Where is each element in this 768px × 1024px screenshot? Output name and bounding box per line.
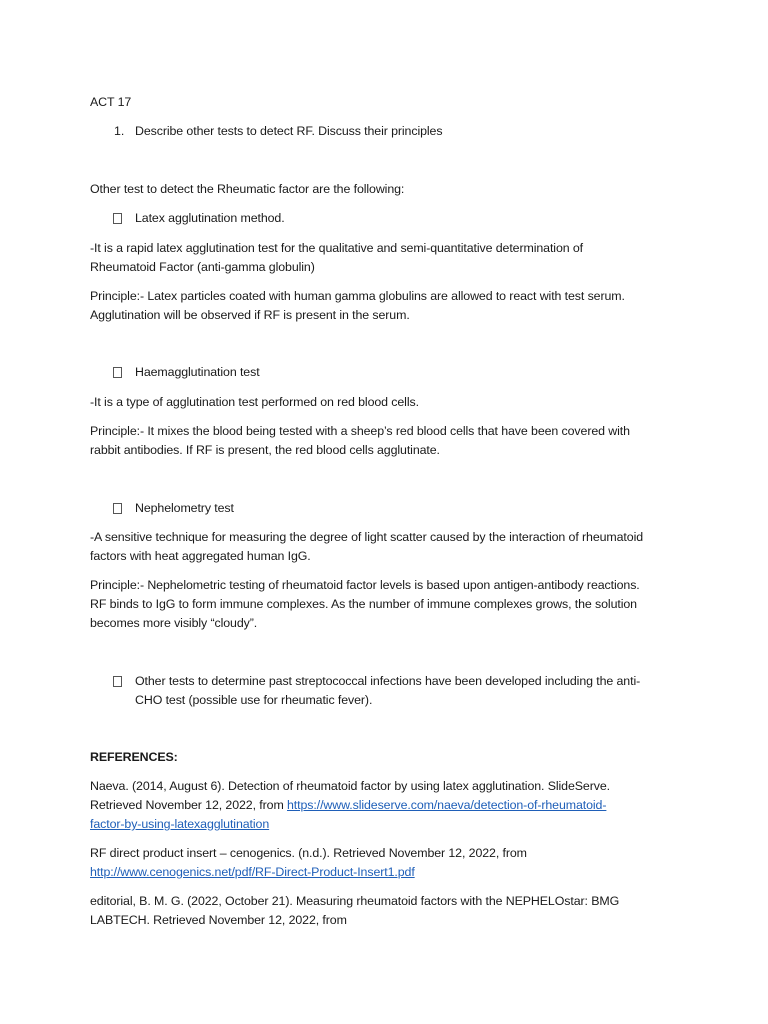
test-principle: becomes more visibly “cloudy”. (90, 616, 258, 630)
test-heading-haemagglutination: Haemagglutination test (135, 365, 260, 379)
square-bullet-icon (113, 213, 122, 224)
intro-text: Other test to detect the Rheumatic factor are the following: (90, 182, 405, 196)
other-tests-text: CHO test (possible use for rheumatic fever). (135, 693, 373, 707)
test-description: Rheumatoid Factor (anti-gamma globulin) (90, 260, 315, 274)
references-heading: REFERENCES: (90, 750, 178, 764)
test-principle: Principle:- Nephelometric testing of rheumatoid factor levels is based upon antigen-antibody reactions. (90, 578, 640, 592)
reference-1-line (90, 796, 606, 815)
act-title: ACT 17 (90, 95, 132, 109)
reference-1-line: Naeva. (2014, August 6). Detection of rheumatoid factor by using latex agglutination. SlideServe. (90, 779, 610, 793)
reference-1-link[interactable]: https://www.slideserve.com/naeva/detection-of-rheumatoid- (287, 798, 607, 812)
question-number: 1. (114, 124, 125, 138)
other-tests-text: Other tests to determine past streptococcal infections have been developed including the anti- (135, 674, 641, 688)
test-principle: Agglutination will be observed if RF is present in the serum. (90, 308, 410, 322)
test-description: factors with heat aggregated human IgG. (90, 549, 311, 563)
reference-1-retrieved: Retrieved November 12, 2022, from (90, 798, 288, 812)
reference-1-link-continued[interactable]: factor-by-using-latexagglutination (90, 817, 270, 831)
square-bullet-icon (113, 367, 122, 378)
test-description: -It is a rapid latex agglutination test for the qualitative and semi-quantitative determination of (90, 241, 583, 255)
test-description: -It is a type of agglutination test performed on red blood cells. (90, 395, 419, 409)
test-heading-latex: Latex agglutination method. (135, 211, 285, 225)
test-heading-nephelometry: Nephelometry test (135, 501, 234, 515)
square-bullet-icon (113, 676, 122, 687)
reference-3-line: editorial, B. M. G. (2022, October 21). Measuring rheumatoid factors with the NEPHELOstar: BMG (90, 894, 620, 908)
test-principle: rabbit antibodies. If RF is present, the red blood cells agglutinate. (90, 443, 440, 457)
square-bullet-icon (113, 503, 122, 514)
reference-3-line: LABTECH. Retrieved November 12, 2022, from (90, 913, 347, 927)
test-principle: Principle:- It mixes the blood being tested with a sheep’s red blood cells that have been covered with (90, 424, 630, 438)
reference-2-line: RF direct product insert – cenogenics. (n.d.). Retrieved November 12, 2022, from (90, 846, 527, 860)
test-principle: RF binds to IgG to form immune complexes. As the number of immune complexes grows, the solution (90, 597, 637, 611)
test-principle: Principle:- Latex particles coated with human gamma globulins are allowed to react with test serum. (90, 289, 625, 303)
question-text: Describe other tests to detect RF. Discuss their principles (135, 124, 443, 138)
test-description: -A sensitive technique for measuring the degree of light scatter caused by the interaction of rheumatoid (90, 530, 644, 544)
reference-2-link[interactable]: http://www.cenogenics.net/pdf/RF-Direct-Product-Insert1.pdf (90, 865, 415, 879)
